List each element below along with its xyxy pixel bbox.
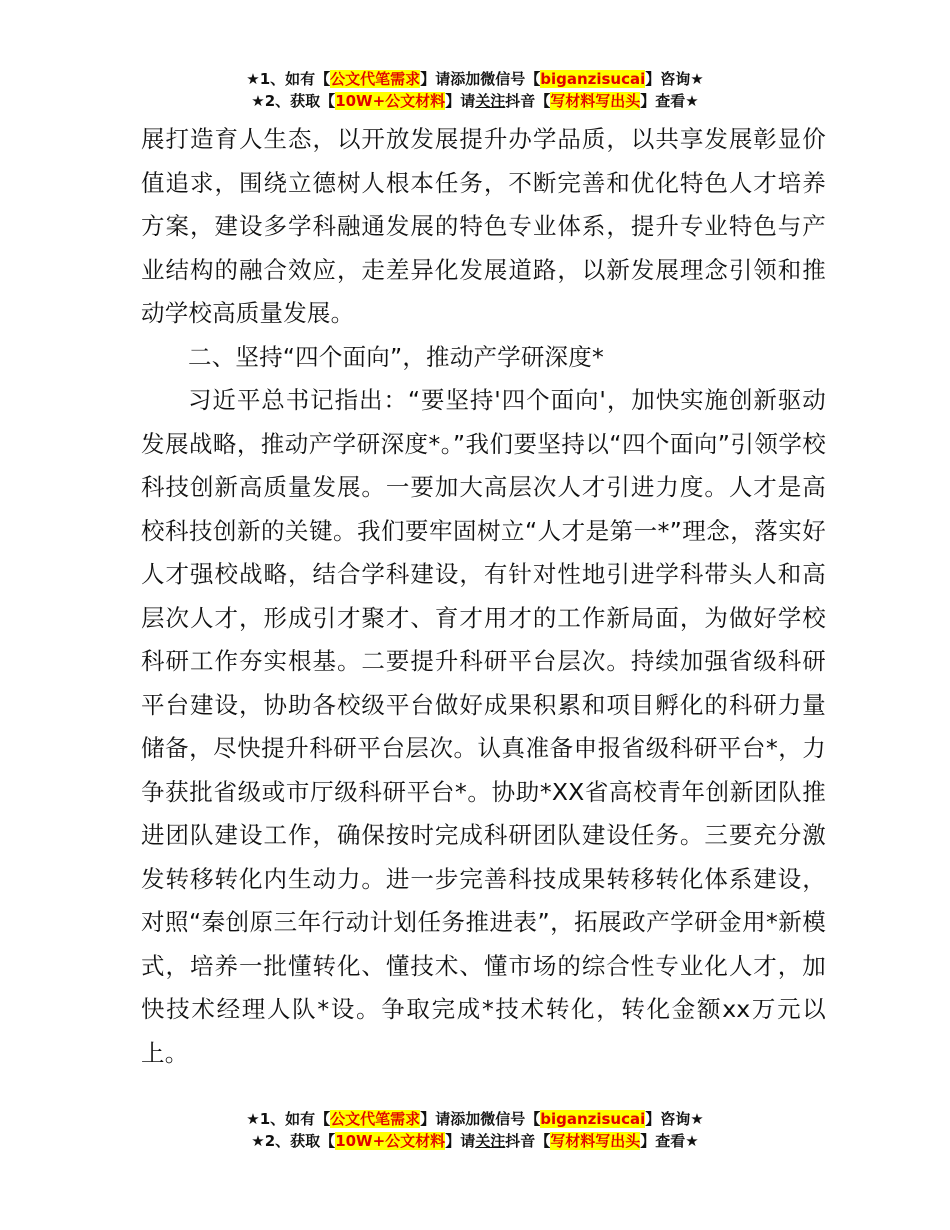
footer-line-2-middle-a: 】请 [445, 1132, 476, 1150]
footer-line-2-suffix: 】查看★ [640, 1132, 699, 1150]
footer-highlight-ghostwriting: 公文代笔需求 [330, 1110, 421, 1128]
body-paragraph: 习近平总书记指出：“要坚持'四个面向'，加快实施创新驱动发展战略，推动产学研深度*。”我们要坚持以“四个面向”引领学校科技创新高质量发展。一要加大高层次人才引进力度。人才是高校科技创新的关键。我们要牢固树立“人才是第一*”理念，落实好人才强校战略，结合学科建设，有针对性地引进学科带头人和高层次人才，形成引才聚才、育才用才的工作新局面，为做好学校科研工作夯实根基。二要提升科研平台层次。持续加强省级科研平台建设，协助各校级平台做好成果积累和项目孵化的科研力量储备，尽快提升科研平台层次。认真准备申报省级科研平台*，力争获批省级或市厅级科研平台*。协助*XX省高校青年创新团队推进团队建设工作，确保按时完成科研团队建设任务。三要充分激发转移转化内生动力。进一步完善科技成果转移转化体系建设，对照“秦创原三年行动计划任务推进表”，拓展政产学研金用*新模式，培养一批懂转化、懂技术、懂市场的综合性专业化人才，加快技术经理人队*设。争取完成*技术转化，转化金额xx万元以上。 [141, 386, 826, 1067]
banner-highlight-wechat-id: biganzisucai [540, 70, 646, 88]
continued-paragraph: 展打造育人生态，以开放发展提升办学品质，以共享发展彰显价值追求，围绕立德树人根本任务，不断完善和优化特色人才培养方案，建设多学科融通发展的特色专业体系，提升专业特色与产业结构的融合效应，走差异化发展道路，以新发展理念引领和推动学校高质量发展。 [141, 125, 826, 327]
banner-follow-link[interactable]: 关注 [475, 92, 506, 110]
banner-highlight-ghostwriting: 公文代笔需求 [330, 70, 421, 88]
footer-banner [0, 1108, 950, 1152]
footer-highlight-materials: 10W+公文材料 [335, 1132, 446, 1150]
banner-line-1 [0, 68, 950, 90]
banner-line-2-suffix: 】查看★ [640, 92, 699, 110]
footer-line-1-middle: 】请添加微信号【 [420, 1110, 541, 1128]
footer-follow-link[interactable]: 关注 [475, 1132, 506, 1150]
footer-banner-line-1 [0, 1108, 950, 1130]
banner-line-1-middle: 】请添加微信号【 [420, 70, 541, 88]
banner-line-2-prefix: ★2、获取【 [251, 92, 336, 110]
footer-highlight-wechat-id: biganzisucai [540, 1110, 646, 1128]
footer-line-1-prefix: ★1、如有【 [246, 1110, 331, 1128]
section-heading: 二、坚持“四个面向”，推动产学研深度* [188, 342, 604, 371]
banner-line-2 [0, 90, 950, 112]
footer-line-2-prefix: ★2、获取【 [251, 1132, 336, 1150]
document-body [141, 118, 826, 1075]
footer-line-2-middle-b: 抖音【 [505, 1132, 551, 1150]
footer-highlight-douyin: 写材料写出头 [550, 1132, 641, 1150]
header-banner [0, 68, 950, 112]
banner-line-2-middle-b: 抖音【 [505, 92, 551, 110]
banner-highlight-douyin: 写材料写出头 [550, 92, 641, 110]
banner-line-1-suffix: 】咨询★ [645, 70, 704, 88]
banner-highlight-materials: 10W+公文材料 [335, 92, 446, 110]
banner-line-2-middle-a: 】请 [445, 92, 476, 110]
banner-line-1-prefix: ★1、如有【 [246, 70, 331, 88]
footer-line-1-suffix: 】咨询★ [645, 1110, 704, 1128]
footer-banner-line-2 [0, 1130, 950, 1152]
